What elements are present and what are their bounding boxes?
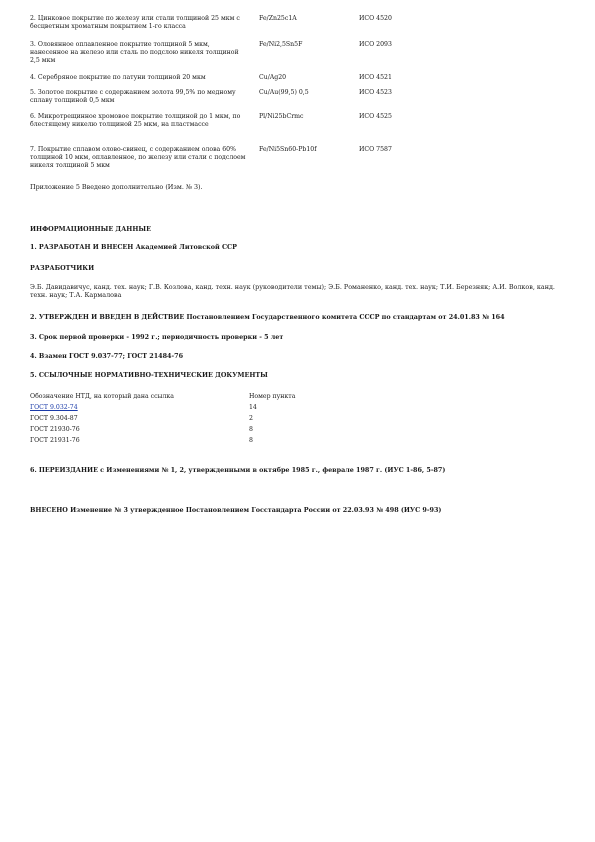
- amendment-statement: ВНЕСЕНО Изменение № 3 утвержденное Постановлением Госстандарта России от 22.03.93 № 498 (ИУС 9-93): [30, 506, 442, 514]
- coating-designation: Cu/Ag20: [259, 74, 287, 81]
- table-row: [30, 146, 450, 179]
- table-row: [30, 113, 450, 146]
- table-header-row: [30, 393, 330, 404]
- coating-designation: Fe/Zn25c1A: [259, 15, 297, 22]
- table-row: [30, 437, 330, 448]
- column-header-item: Номер пункта: [249, 393, 296, 400]
- developers-heading: РАЗРАБОТЧИКИ: [30, 264, 95, 272]
- coating-description: 4. Серебряное покрытие по латуни толщиной 20 мкм: [30, 74, 206, 81]
- doc-designation: ГОСТ 21931-76: [30, 437, 80, 444]
- table-row: [30, 41, 450, 74]
- table-row: [30, 15, 450, 41]
- approved-statement: 2. УТВЕРЖДЕН И ВВЕДЕН В ДЕЙСТВИЕ Постановлением Государственного комитета СССР по стандартам от 24.01.83 № 164: [30, 313, 505, 321]
- coating-designation: Fe/Ni5Sn60-Pb10f: [259, 146, 317, 153]
- coating-description: 3. Оловянное оплавленное покрытие толщиной 5 мкм, нанесенное на железо или сталь по подслою никеля толщиной 2,5 мкм: [30, 41, 239, 64]
- iso-reference: ИСО 7587: [359, 146, 392, 153]
- coating-designation: Pl/Ni25bCrmc: [259, 113, 304, 120]
- reissue-statement: 6. ПЕРЕИЗДАНИЕ с Изменениями № 1, 2, утвержденными в октябре 1985 г., феврале 1987 г. (ИУС 1-86, 5-87): [30, 466, 446, 474]
- coating-designation: Cu/Au(99,5) 0,5: [259, 89, 309, 96]
- item-number: 8: [249, 437, 253, 444]
- coating-description: 7. Покрытие сплавом олово-свинец, с содержанием олова 60% толщиной 10 мкм, оплавленное, по железу или стали с подслоем никеля толщиной 5 мкм: [30, 146, 246, 169]
- gost-link[interactable]: ГОСТ 9.032-74: [30, 404, 78, 411]
- doc-designation: ГОСТ 9.304-87: [30, 415, 78, 422]
- table-row: [30, 89, 450, 113]
- table-row: [30, 404, 330, 415]
- iso-reference: ИСО 4525: [359, 113, 392, 120]
- coating-designation: Fe/Ni2,5Sn5F: [259, 41, 303, 48]
- coating-designation-table: [30, 15, 450, 179]
- appendix-note: Приложение 5 Введено дополнительно (Изм. № 3).: [30, 183, 203, 191]
- iso-reference: ИСО 4521: [359, 74, 392, 81]
- item-number: 14: [249, 404, 257, 411]
- item-number: 2: [249, 415, 253, 422]
- info-title: ИНФОРМАЦИОННЫЕ ДАННЫЕ: [30, 225, 151, 233]
- check-period: 3. Срок первой проверки - 1992 г.; периодичность проверки - 5 лет: [30, 333, 284, 341]
- table-row: [30, 74, 450, 89]
- developers-text: Э.Б. Давидавичус, канд. тех. наук; Г.В. Козлова, канд. техн. наук (руководители темы); Э.Б. Романенко, канд. тех. наук; Т.И. Березняк; А.И. Волков, канд. техн. наук; Т.А. Кармалова: [30, 283, 555, 300]
- iso-reference: ИСО 2093: [359, 41, 392, 48]
- column-header-doc: Обозначение НТД, на который дана ссылка: [30, 393, 174, 400]
- iso-reference: ИСО 4523: [359, 89, 392, 96]
- replaced-standards: 4. Взамен ГОСТ 9.037-77; ГОСТ 21484-76: [30, 352, 184, 360]
- coating-description: 2. Цинковое покрытие по железу или стали толщиной 25 мкм с бесцветным хроматным покрытием 1-го класса: [30, 15, 240, 30]
- reference-documents-table: [30, 393, 330, 448]
- table-row: [30, 426, 330, 437]
- iso-reference: ИСО 4520: [359, 15, 392, 22]
- reference-documents-heading: 5. ССЫЛОЧНЫЕ НОРМАТИВНО-ТЕХНИЧЕСКИЕ ДОКУМЕНТЫ: [30, 371, 268, 379]
- coating-description: 5. Золотое покрытие с содержанием золота 99,5% по медному сплаву толщиной 0,5 мкм: [30, 89, 236, 104]
- item-number: 8: [249, 426, 253, 433]
- doc-designation: ГОСТ 21930-76: [30, 426, 80, 433]
- coating-description: 6. Микротрещинное хромовое покрытие толщиной до 1 мкм, по блестящему никелю толщиной 25 мкм, на пластмассе: [30, 113, 241, 128]
- table-row: [30, 415, 330, 426]
- developed-by: 1. РАЗРАБОТАН И ВНЕСЕН Академией Литовской ССР: [30, 243, 237, 251]
